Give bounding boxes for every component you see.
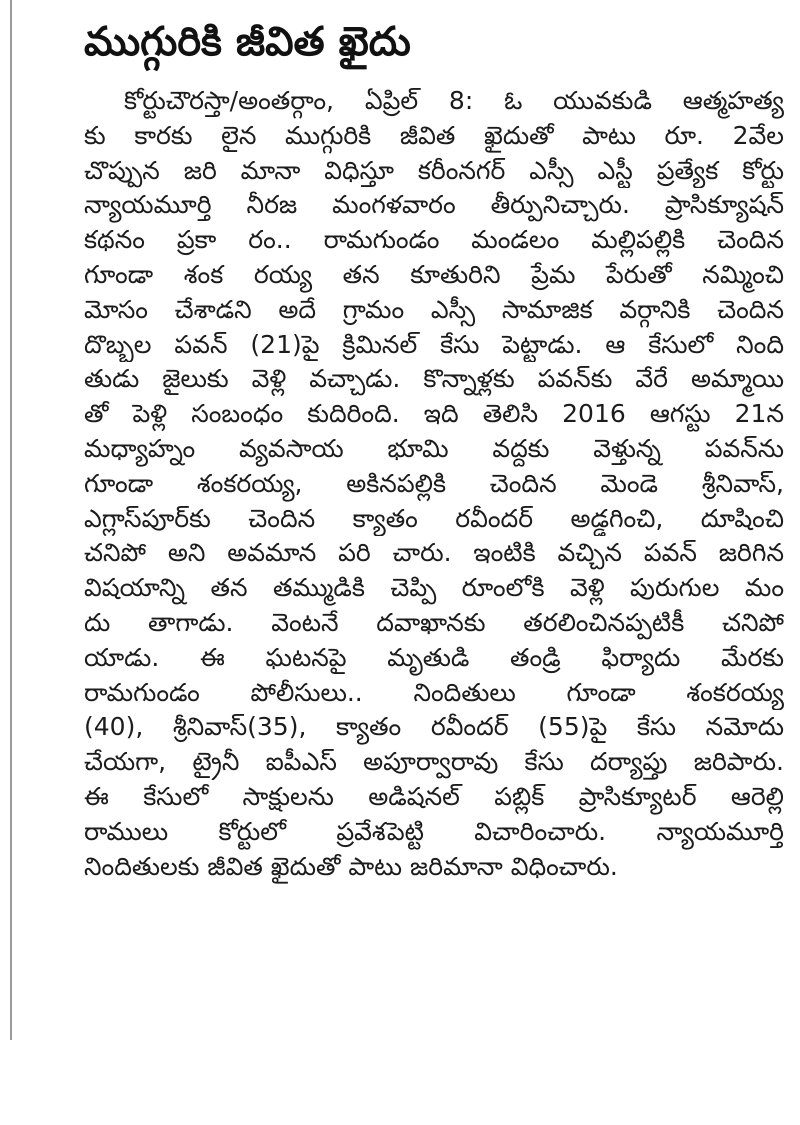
article-line: దొబ్బల పవన్ (21)పై క్రిమినల్ కేసు పెట్టాడు. ఆ కేసులో నింది xyxy=(84,329,784,359)
article-line: చనిపో అని అవమాన పరి చారు. ఇంటికి వచ్చిన పవన్ జరిగిన xyxy=(84,538,784,568)
article-line: గూండా శంక రయ్య తన కూతురిని ప్రేమ పేరుతో నమ్మించి xyxy=(84,259,784,289)
article-line: గూండా శంకరయ్య, అకినపల్లికి చెందిన మెండె శ్రీనివాస్, xyxy=(84,468,784,498)
article-headline: ముగ్గురికి జీవిత ఖైదు xyxy=(84,19,411,65)
article-line: నిందితులకు జీవిత ఖైదుతో పాటు జరిమానా విధించారు. xyxy=(84,851,618,881)
article-line: కథనం ప్రకా రం.. రామగుండం మండలం మల్లిపల్లికి చెందిన xyxy=(84,225,784,255)
article-line: రామగుండం పోలీసులు.. నిందితులు గూండా శంకరయ్య xyxy=(84,677,784,707)
column-divider xyxy=(10,0,12,1040)
article-line: న్యాయమూర్తి నీరజ మంగళవారం తీర్పునిచ్చారు. ప్రాసిక్యూషన్ xyxy=(84,190,784,220)
article-line: చొప్పున జరి మానా విధిస్తూ కరీంనగర్ ఎస్సీ ఎస్టీ ప్రత్యేక కోర్టు xyxy=(84,155,784,185)
article-line: దు తాగాడు. వెంటనే దవాఖానకు తరలించినప్పటికీ చనిపో xyxy=(84,607,784,637)
article-line: మోసం చేశాడని అదే గ్రామం ఎస్సీ సామాజిక వర్గానికి చెందిన xyxy=(84,294,784,324)
article-line: విషయాన్ని తన తమ్ముడికి చెప్పి రూంలోకి వెళ్లి పురుగుల మం xyxy=(84,573,784,603)
article-line: కోర్టుచౌరస్తా/అంతర్గాం, ఏప్రిల్ 8: ఓ యువకుడి ఆత్మహత్య xyxy=(124,86,784,115)
article-line: ఈ కేసులో సాక్షులను అడిషనల్ పబ్లిక్ ప్రాసిక్యూటర్ ఆరెల్లి xyxy=(84,781,784,811)
article-body xyxy=(84,84,784,884)
news-article xyxy=(84,14,784,884)
article-line: చేయగా, ట్రైనీ ఐపీఎస్ అపూర్వారావు కేసు దర్యాప్తు జరిపారు. xyxy=(84,747,784,777)
article-line: ఎగ్లాస్‌పూర్‌కు చెందిన క్యాతం రవీందర్ అడ్డగించి, దూషించి xyxy=(84,503,784,533)
article-line: మధ్యాహ్నం వ్యవసాయ భూమి వద్దకు వెళ్తున్న పవన్‌ను xyxy=(84,433,784,463)
article-line: తో పెళ్లి సంబంధం కుదిరింది. ఇది తెలిసి 2016 ఆగస్టు 21న xyxy=(84,399,784,429)
article-line: కు కారకు లైన ముగ్గురికి జీవిత ఖైదుతో పాటు రూ. 2వేల xyxy=(84,120,784,150)
article-line: (40), శ్రీనివాస్(35), క్యాతం రవీందర్ (55)పై కేసు నమోదు xyxy=(84,712,784,742)
article-line: తుడు జైలుకు వెళ్లి వచ్చాడు. కొన్నాళ్లకు పవన్‌కు వేరే అమ్మాయి xyxy=(84,364,784,394)
article-line: రాములు కోర్టులో ప్రవేశపెట్టి విచారించారు. న్యాయమూర్తి xyxy=(84,816,784,846)
article-line: యాడు. ఈ ఘటనపై మృతుడి తండ్రి ఫిర్యాదు మేరకు xyxy=(84,642,784,672)
